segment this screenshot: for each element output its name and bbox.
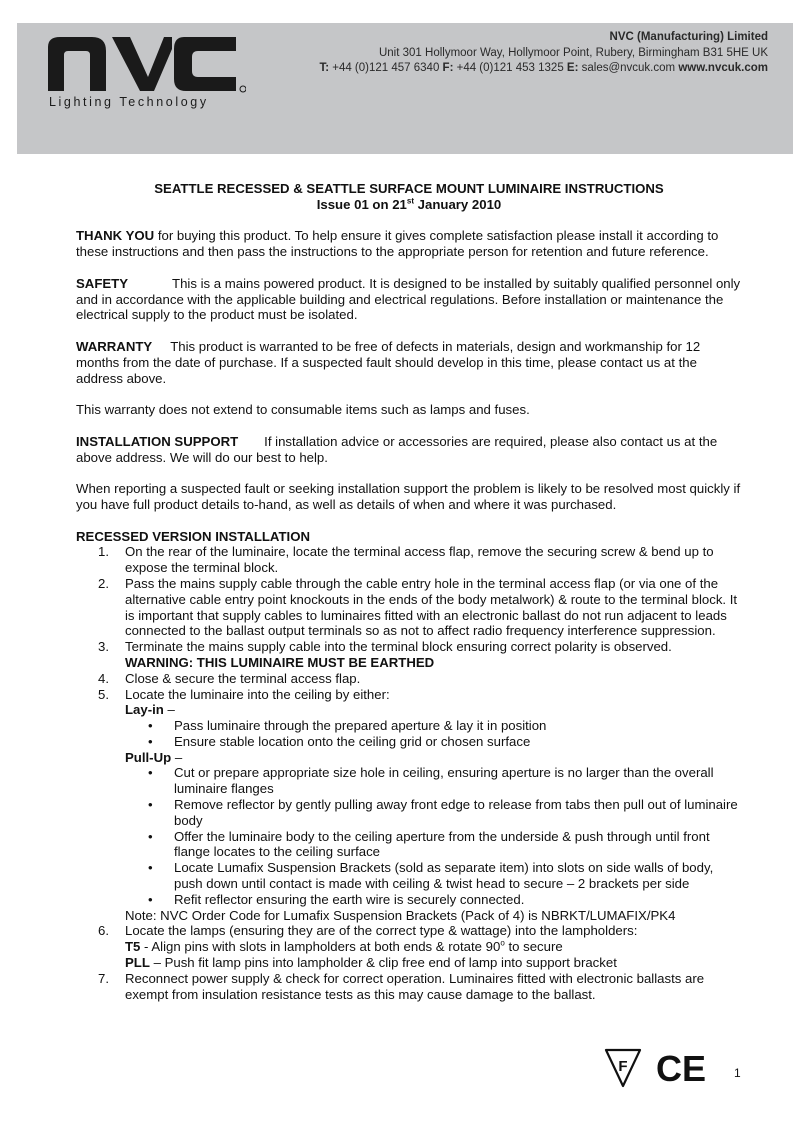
step-number: 2. xyxy=(98,575,109,591)
f-mark-text: F xyxy=(618,1058,628,1075)
step-number: 1. xyxy=(98,544,109,560)
bullet-dot: • xyxy=(148,891,153,907)
company-contacts xyxy=(319,61,768,77)
issue-date: January 2010 xyxy=(414,196,502,212)
bullet-dot: • xyxy=(148,797,153,813)
step-text: Locate the lamps (ensuring they are of the correct type & wattage) into the lampholders: xyxy=(125,923,638,939)
doc-title: SEATTLE RECESSED & SEATTLE SURFACE MOUNT LUMINAIRE INSTRUCTIONS xyxy=(154,181,664,196)
ce-mark-text: CE xyxy=(655,1048,707,1089)
step-7 xyxy=(76,971,742,1003)
thank-you-text: for buying this product. To help ensure it gives complete satisfaction please install it according to these instructions and then pass the instructions to the appropriate person for retention and future reference. xyxy=(76,228,719,260)
bullet-dot: • xyxy=(148,828,153,844)
tel-number: +44 (0)121 457 6340 xyxy=(332,62,440,74)
f-mark-icon xyxy=(606,1050,640,1086)
step-4 xyxy=(76,671,742,687)
pullup-dash: – xyxy=(171,749,183,765)
tagline: Lighting Technology xyxy=(49,95,209,109)
pullup-bullet xyxy=(76,829,742,861)
bullet-text: Locate Lumafix Suspension Brackets (sold as separate item) into slots on side walls of body, push down until contact is made with ceiling & twist head to secure – 2 brackets per side xyxy=(174,860,714,892)
certification-marks xyxy=(603,1047,713,1089)
safety-label: SAFETY xyxy=(76,275,129,291)
recessed-heading-text: RECESSED VERSION INSTALLATION xyxy=(76,528,310,544)
step-1 xyxy=(76,544,742,576)
step-text: Locate the luminaire into the ceiling by either: xyxy=(125,686,390,702)
doc-issue xyxy=(76,197,742,213)
step-5 xyxy=(76,687,742,719)
pullup-bullet xyxy=(76,765,742,797)
t5-label: T5 xyxy=(125,939,141,955)
safety-text: This is a mains powered product. It is designed to be installed by suitably qualified personnel only and in accordance with the applicable building and electrical regulations. Before installation or maintenance the electrical supply to the product must be isolated. xyxy=(76,275,741,323)
layin-label: Lay-in xyxy=(125,702,164,718)
recessed-heading xyxy=(76,529,742,545)
fax-number: +44 (0)121 453 1325 xyxy=(456,62,564,74)
website: www.nvcuk.com xyxy=(678,62,768,74)
support-label: INSTALLATION SUPPORT xyxy=(76,433,239,449)
step-number: 7. xyxy=(98,970,109,986)
page-number: 1 xyxy=(734,1066,741,1080)
step-number: 3. xyxy=(98,639,109,655)
step-text: On the rear of the luminaire, locate the terminal access flap, remove the securing screw & bend up to expose the terminal block. xyxy=(125,544,714,576)
bullet-text: Cut or prepare appropriate size hole in ceiling, ensuring aperture is no larger than the overall luminaire flanges xyxy=(174,765,714,797)
step-number: 4. xyxy=(98,670,109,686)
step-text: Terminate the mains supply cable into the terminal block ensuring correct polarity is observed. xyxy=(125,639,672,655)
pullup-bullet xyxy=(76,797,742,829)
install-steps xyxy=(76,544,742,1002)
company-name: NVC (Manufacturing) Limited xyxy=(609,31,768,43)
lumafix-note: Note: NVC Order Code for Lumafix Suspension Brackets (Pack of 4) is NBRKT/LUMAFIX/PK4 xyxy=(125,907,676,923)
warranty-note: This warranty does not extend to consumable items such as lamps and fuses. xyxy=(76,402,530,418)
issue-sup: st xyxy=(406,196,415,206)
step-text: Reconnect power supply & check for correct operation. Luminaires fitted with electronic ballasts are exempt from insulation resistance tests as this may cause damage to the ballast. xyxy=(125,970,705,1002)
step-number: 6. xyxy=(98,923,109,939)
step-3 xyxy=(76,639,742,671)
earthed-warning: WARNING: THIS LUMINAIRE MUST BE EARTHED xyxy=(125,654,435,670)
layin-dash: – xyxy=(163,702,175,718)
company-address: Unit 301 Hollymoor Way, Hollymoor Point, Rubery, Birmingham B31 5HE UK xyxy=(378,46,768,59)
layin-bullet xyxy=(76,718,742,734)
logo-text: nVc xyxy=(46,33,48,34)
pullup-bullet xyxy=(76,892,742,908)
step-number: 5. xyxy=(98,686,109,702)
safety-para xyxy=(76,276,742,323)
warranty-label: WARRANTY xyxy=(76,338,153,354)
pll-label: PLL xyxy=(125,955,150,971)
company-info xyxy=(319,30,768,77)
bullet-dot: • xyxy=(148,860,153,876)
bullet-text: Offer the luminaire body to the ceiling aperture from the underside & push through until front flange locates to the ceiling surface xyxy=(174,828,710,860)
tel-label: T: xyxy=(319,62,330,74)
bullet-text: Pass luminaire through the prepared aperture & lay it in position xyxy=(174,718,547,734)
layin-heading xyxy=(125,702,742,718)
step-text: Close & secure the terminal access flap. xyxy=(125,670,361,686)
pll-text: – Push fit lamp pins into lampholder & clip free end of lamp into support bracket xyxy=(149,955,617,971)
step-6 xyxy=(76,923,742,970)
bullet-text: Refit reflector ensuring the earth wire is securely connected. xyxy=(174,891,525,907)
thank-you-para xyxy=(76,228,742,260)
bullet-dot: • xyxy=(148,718,153,734)
issue-text: Issue 01 on 21 xyxy=(316,196,407,212)
degree-sup: o xyxy=(500,938,505,948)
step-2 xyxy=(76,576,742,639)
pullup-label: Pull-Up xyxy=(125,749,172,765)
t5-text-end: to secure xyxy=(504,939,563,955)
warranty-text: This product is warranted to be free of defects in materials, design and workmanship for 12 months from the date of purchase. If a suspected fault should develop in this time, please contact us at the address above. xyxy=(76,338,701,386)
pullup-bullet xyxy=(76,860,742,892)
support-note: When reporting a suspected fault or seeking installation support the problem is likely to be resolved most quickly if you have full product details to-hand, as well as details of when and where it was purchased. xyxy=(76,481,741,512)
step-text: Pass the mains supply cable through the cable entry hole in the terminal access flap (or via one of the alternative cable entry point knockouts in the ends of the body metalwork) & route to the terminal block. It is important that supply cables to luminaires fitted with an electronic ballast do not run adjacent to leads connected to the ballast output terminals so as not to affect radio frequency interference suppression. xyxy=(125,575,738,639)
bullet-text: Ensure stable location onto the ceiling grid or chosen surface xyxy=(174,733,531,749)
thank-you-label: THANK YOU xyxy=(76,228,155,244)
bullet-text: Remove reflector by gently pulling away front edge to release from tabs then pull out of luminaire body xyxy=(174,797,738,828)
fax-label: F: xyxy=(442,62,454,74)
layin-bullet xyxy=(76,734,742,750)
support-text: If installation advice or accessories are required, please also contact us at the above address. We will do our best to help. xyxy=(76,433,718,465)
t5-text: - Align pins with slots in lampholders at both ends & rotate 90 xyxy=(140,939,501,955)
bullet-dot: • xyxy=(148,765,153,781)
email-label: E: xyxy=(566,62,579,74)
ce-mark-icon xyxy=(656,1048,706,1089)
document-body xyxy=(76,181,742,1002)
pullup-heading xyxy=(76,750,742,766)
warranty-para xyxy=(76,339,742,386)
email-address: sales@nvcuk.com xyxy=(581,62,676,74)
nvc-logo xyxy=(46,33,246,93)
support-para xyxy=(76,434,742,466)
bullet-dot: • xyxy=(148,733,153,749)
